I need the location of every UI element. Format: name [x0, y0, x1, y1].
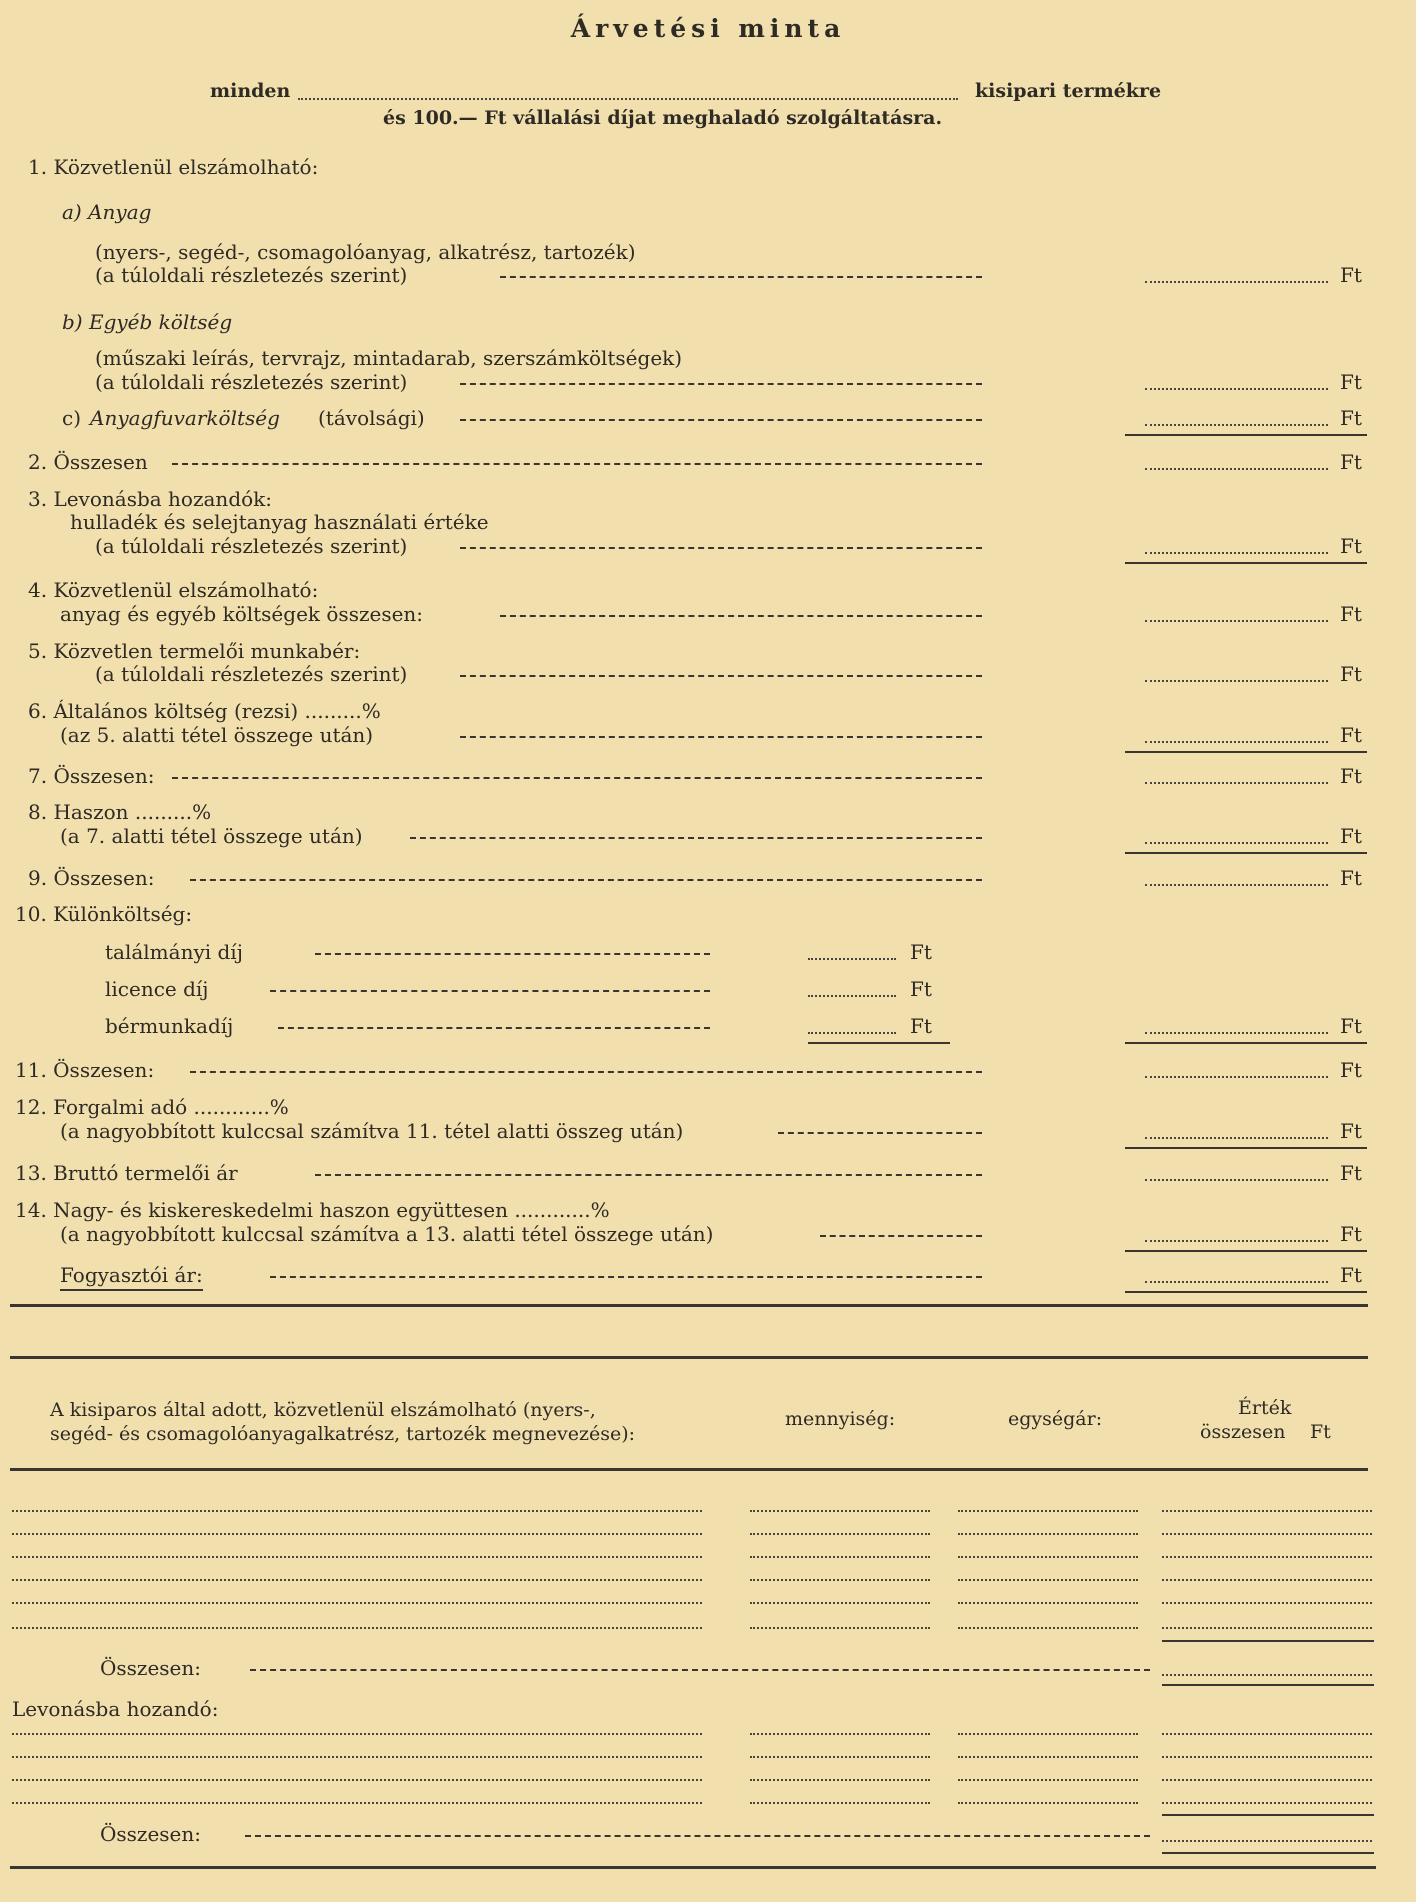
item-12-label: 12. Forgalmi adó ............%	[15, 1095, 289, 1119]
item-8-amount[interactable]	[1145, 842, 1328, 844]
deductible-row-3-name[interactable]	[12, 1779, 702, 1781]
materials-row-6-name[interactable]	[12, 1627, 702, 1629]
item-8-line1: (a 7. alatti tétel összege után)	[60, 824, 363, 848]
item-9-currency: Ft	[1340, 866, 1362, 890]
deductible-label: Levonásba hozandó:	[12, 1697, 219, 1721]
item-1a-currency: Ft	[1340, 263, 1362, 287]
materials-row-4-name[interactable]	[12, 1579, 702, 1581]
item-1b-line1: (műszaki leírás, tervrajz, mintadarab, szerszámköltségek)	[95, 346, 683, 370]
item-4-line1: anyag és egyéb költségek összesen:	[60, 602, 424, 626]
item-9-amount[interactable]	[1145, 884, 1328, 886]
materials-row-4-value[interactable]	[1162, 1579, 1372, 1581]
item-1a-line2: (a túloldali részletezés szerint)	[95, 263, 408, 287]
item-3-line1: hulladék és selejtanyag használati értéke	[70, 510, 489, 534]
deductible-row-1-unit-price[interactable]	[958, 1733, 1138, 1735]
deductible-total-label: Összesen:	[100, 1822, 202, 1846]
item-12-currency: Ft	[1340, 1119, 1362, 1143]
materials-row-5-quantity[interactable]	[750, 1602, 930, 1604]
item-8-label: 8. Haszon .........%	[28, 800, 212, 824]
table-col3-header: egységár:	[1008, 1408, 1103, 1430]
item-12-dashes	[778, 1132, 982, 1134]
subtitle-kisipari: kisipari termékre	[975, 80, 1162, 102]
item-12-underline	[1125, 1147, 1367, 1149]
item-10-currency: Ft	[1340, 1014, 1362, 1038]
materials-row-3-value[interactable]	[1162, 1556, 1372, 1558]
item-1c-title: Anyagfuvarköltség	[90, 406, 280, 430]
consumer-price-amount[interactable]	[1145, 1281, 1328, 1283]
item-10a-dashes	[315, 953, 710, 955]
deductible-row-3-value[interactable]	[1162, 1779, 1372, 1781]
item-14-underline	[1125, 1250, 1367, 1252]
section-divider-1	[10, 1304, 1368, 1307]
item-6-underline	[1125, 751, 1367, 753]
consumer-price-currency: Ft	[1340, 1263, 1362, 1287]
item-10-underline	[1125, 1042, 1367, 1044]
item-7-label: 7. Összesen:	[28, 764, 155, 788]
item-2-label: 2. Összesen	[28, 450, 148, 474]
item-3-line2: (a túloldali részletezés szerint)	[95, 534, 408, 558]
item-7-amount[interactable]	[1145, 782, 1328, 784]
item-4-label: 4. Közvetlenül elszámolható:	[28, 578, 319, 602]
materials-row-1-unit-price[interactable]	[958, 1510, 1138, 1512]
item-10b-amount[interactable]	[808, 995, 896, 997]
item-8-currency: Ft	[1340, 824, 1362, 848]
item-12-amount[interactable]	[1145, 1137, 1328, 1139]
item-8-dashes	[410, 837, 982, 839]
subtotal-underline	[1125, 434, 1367, 436]
item-10-inner-underline	[808, 1042, 950, 1044]
deductible-total-dashes	[245, 1835, 1150, 1837]
item-8-underline	[1125, 852, 1367, 854]
deductible-row-4-name[interactable]	[12, 1802, 702, 1804]
item-3-currency: Ft	[1340, 534, 1362, 558]
table-col1-header-line2: segéd- és csomagolóanyagalkatrész, tartozék megnevezése):	[50, 1423, 636, 1445]
item-11-label: 11. Összesen:	[15, 1058, 155, 1082]
materials-row-1-quantity[interactable]	[750, 1510, 930, 1512]
item-14-line1: (a nagyobbított kulccsal számítva a 13. alatti tétel összege után)	[60, 1222, 714, 1246]
table-col4-header-line2: összesen	[1200, 1421, 1286, 1443]
consumer-price-label: Fogyasztói ár:	[60, 1263, 203, 1291]
item-1a-title: a) Anyag	[62, 200, 152, 224]
item-11-dashes	[190, 1071, 982, 1073]
materials-row-5-unit-price[interactable]	[958, 1602, 1138, 1604]
item-14-amount[interactable]	[1145, 1240, 1328, 1242]
table-col2-header: mennyiség:	[785, 1408, 896, 1430]
item-1a-dashes	[500, 276, 982, 278]
item-10c-currency: Ft	[910, 1014, 932, 1038]
item-3-amount[interactable]	[1145, 552, 1328, 554]
item-2-dashes	[172, 463, 982, 465]
item-9-label: 9. Összesen:	[28, 866, 155, 890]
deductible-row-1-value[interactable]	[1162, 1733, 1372, 1735]
item-1a-amount[interactable]	[1145, 281, 1328, 283]
form-title: Árvetési minta	[570, 14, 846, 43]
materials-row-1-name[interactable]	[12, 1510, 702, 1512]
item-10-amount[interactable]	[1145, 1032, 1328, 1034]
item-5-label: 5. Közvetlen termelői munkabér:	[28, 639, 361, 663]
item-1c-dashes	[460, 419, 982, 421]
materials-total-underline	[1162, 1684, 1374, 1686]
subtitle-line2: és 100.— Ft vállalási díjat meghaladó szolgáltatásra.	[383, 107, 943, 129]
item-3-underline	[1125, 562, 1367, 564]
table-col4-header-line1: Érték	[1238, 1397, 1292, 1419]
item-3-label: 3. Levonásba hozandók:	[28, 487, 273, 511]
deductible-row-2-name[interactable]	[12, 1756, 702, 1758]
deductible-row-2-unit-price[interactable]	[958, 1756, 1138, 1758]
item-13-dashes	[315, 1174, 982, 1176]
item-10b-currency: Ft	[910, 977, 932, 1001]
product-fill-line[interactable]	[298, 98, 958, 100]
materials-total-overline	[1162, 1640, 1374, 1642]
item-9-dashes	[190, 879, 982, 881]
table-col4-header-unit: Ft	[1310, 1421, 1331, 1443]
item-2-amount[interactable]	[1145, 468, 1328, 470]
item-10a-label: találmányi díj	[105, 940, 243, 964]
item-6-currency: Ft	[1340, 723, 1362, 747]
item-10c-amount[interactable]	[808, 1032, 896, 1034]
materials-total-dashes	[250, 1669, 1150, 1671]
deductible-row-4-quantity[interactable]	[750, 1802, 930, 1804]
materials-row-6-value[interactable]	[1162, 1627, 1372, 1629]
deductible-row-4-value[interactable]	[1162, 1802, 1372, 1804]
item-1b-amount[interactable]	[1145, 388, 1328, 390]
item-1c-prefix: c)	[62, 406, 82, 430]
section-divider-2	[10, 1356, 1368, 1359]
materials-row-2-value[interactable]	[1162, 1533, 1372, 1535]
materials-row-3-unit-price[interactable]	[958, 1556, 1138, 1558]
item-12-line1: (a nagyobbított kulccsal számítva 11. tétel alatti összeg után)	[60, 1119, 684, 1143]
materials-row-3-quantity[interactable]	[750, 1556, 930, 1558]
consumer-price-underline	[1125, 1291, 1367, 1293]
materials-row-5-name[interactable]	[12, 1602, 702, 1604]
materials-total-amount[interactable]	[1162, 1674, 1372, 1676]
item-4-currency: Ft	[1340, 602, 1362, 626]
consumer-price-dashes	[270, 1276, 982, 1278]
deductible-total-overline	[1162, 1814, 1374, 1816]
item-10b-label: licence díj	[105, 977, 209, 1001]
deductible-row-4-unit-price[interactable]	[958, 1802, 1138, 1804]
item-14-label: 14. Nagy- és kiskereskedelmi haszon együttesen ............%	[15, 1198, 610, 1222]
deductible-row-3-unit-price[interactable]	[958, 1779, 1138, 1781]
deductible-row-3-quantity[interactable]	[750, 1779, 930, 1781]
item-1c-currency: Ft	[1340, 406, 1362, 430]
materials-row-2-quantity[interactable]	[750, 1533, 930, 1535]
item-5-amount[interactable]	[1145, 680, 1328, 682]
item-10a-currency: Ft	[910, 940, 932, 964]
materials-row-5-value[interactable]	[1162, 1602, 1372, 1604]
item-1b-dashes	[460, 383, 982, 385]
item-7-dashes	[172, 777, 982, 779]
item-10b-dashes	[270, 990, 710, 992]
deductible-row-1-quantity[interactable]	[750, 1733, 930, 1735]
item-7-currency: Ft	[1340, 764, 1362, 788]
item-6-label: 6. Általános költség (rezsi) .........%	[28, 699, 381, 723]
deductible-row-1-name[interactable]	[12, 1733, 702, 1735]
deductible-row-2-value[interactable]	[1162, 1756, 1372, 1758]
item-5-line1: (a túloldali részletezés szerint)	[95, 662, 408, 686]
deductible-total-underline	[1162, 1852, 1374, 1854]
table-col1-header-line1: A kisiparos által adott, közvetlenül elszámolható (nyers-,	[50, 1399, 596, 1421]
item-6-line1: (az 5. alatti tétel összege után)	[60, 723, 374, 747]
item-14-dashes	[820, 1235, 982, 1237]
item-4-amount[interactable]	[1145, 620, 1328, 622]
item-1-label: 1. Közvetlenül elszámolható:	[28, 155, 319, 179]
materials-row-1-value[interactable]	[1162, 1510, 1372, 1512]
materials-total-label: Összesen:	[100, 1656, 202, 1680]
item-10a-amount[interactable]	[808, 958, 896, 960]
bottom-rule	[10, 1866, 1376, 1869]
materials-row-6-unit-price[interactable]	[958, 1627, 1138, 1629]
materials-row-2-unit-price[interactable]	[958, 1533, 1138, 1535]
item-1b-title: b) Egyéb költség	[62, 310, 233, 334]
item-6-dashes	[460, 736, 982, 738]
materials-row-4-unit-price[interactable]	[958, 1579, 1138, 1581]
item-13-amount[interactable]	[1145, 1179, 1328, 1181]
item-11-currency: Ft	[1340, 1058, 1362, 1082]
item-10-label: 10. Különköltség:	[15, 902, 193, 926]
item-13-label: 13. Bruttó termelői ár	[15, 1161, 238, 1185]
item-10c-dashes	[278, 1027, 710, 1029]
item-13-currency: Ft	[1340, 1161, 1362, 1185]
item-14-currency: Ft	[1340, 1222, 1362, 1246]
item-1a-line1: (nyers-, segéd-, csomagolóanyag, alkatrész, tartozék)	[95, 240, 636, 264]
table-header-divider	[10, 1468, 1368, 1471]
item-5-dashes	[460, 675, 982, 677]
item-2-currency: Ft	[1340, 450, 1362, 474]
materials-row-6-quantity[interactable]	[750, 1627, 930, 1629]
item-4-dashes	[500, 615, 982, 617]
materials-row-4-quantity[interactable]	[750, 1579, 930, 1581]
item-1c-rest: (távolsági)	[318, 406, 425, 430]
item-5-currency: Ft	[1340, 662, 1362, 686]
item-11-amount[interactable]	[1145, 1076, 1328, 1078]
deductible-row-2-quantity[interactable]	[750, 1756, 930, 1758]
materials-row-2-name[interactable]	[12, 1533, 702, 1535]
item-10c-label: bérmunkadíj	[105, 1014, 234, 1038]
item-3-dashes	[460, 547, 982, 549]
item-6-amount[interactable]	[1145, 741, 1328, 743]
subtitle-minden: minden	[210, 80, 291, 102]
item-1c-amount[interactable]	[1145, 424, 1328, 426]
deductible-total-amount[interactable]	[1162, 1840, 1372, 1842]
item-1b-currency: Ft	[1340, 370, 1362, 394]
item-1b-line2: (a túloldali részletezés szerint)	[95, 370, 408, 394]
materials-row-3-name[interactable]	[12, 1556, 702, 1558]
